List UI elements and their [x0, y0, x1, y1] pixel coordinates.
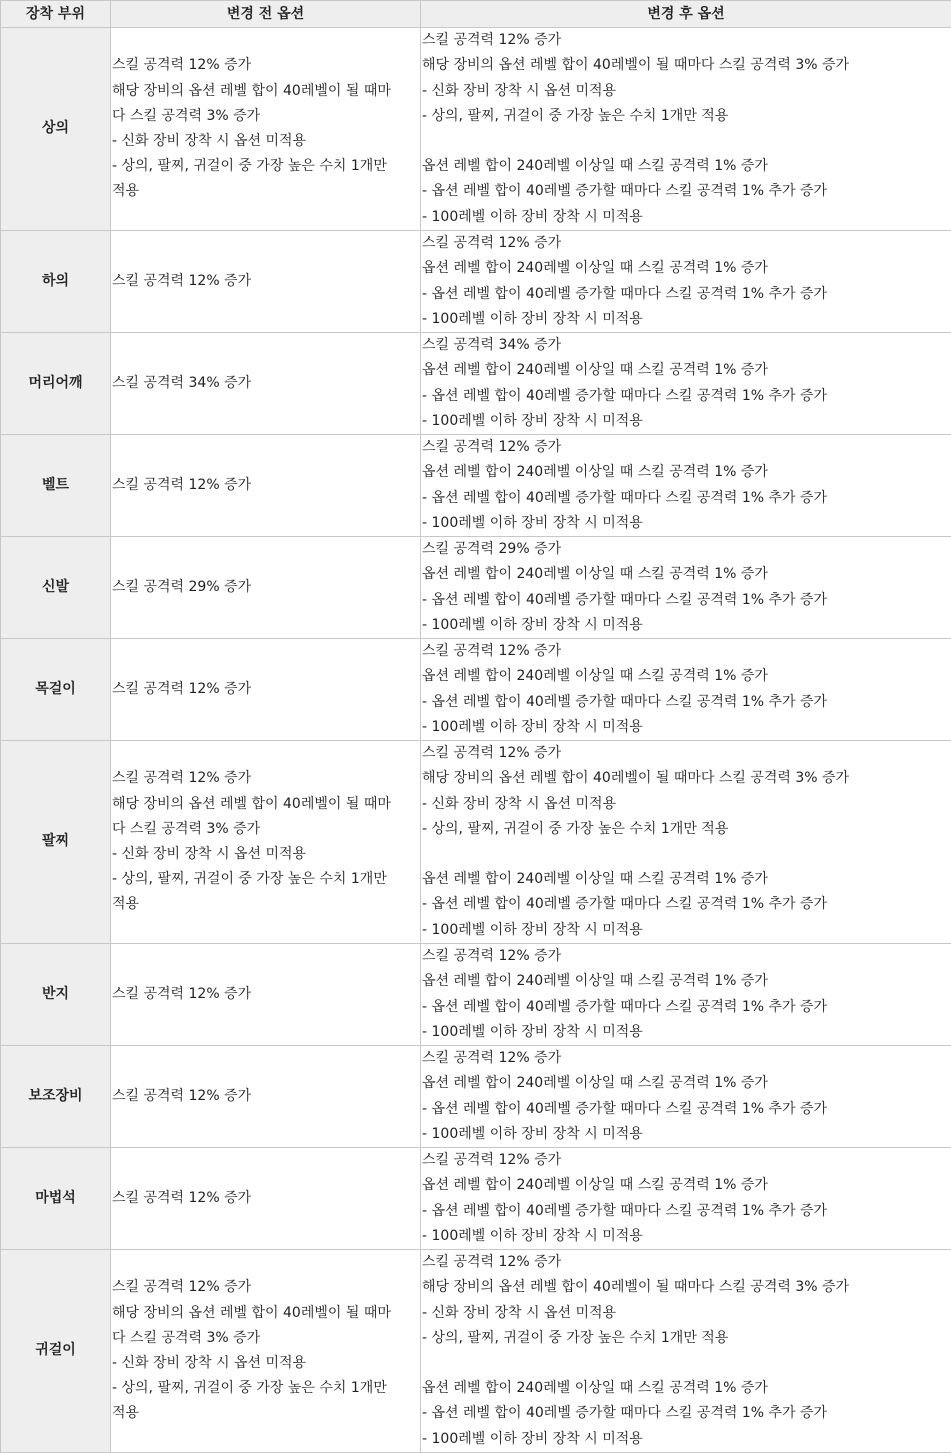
slot-name-cell: 귀걸이 — [1, 1250, 111, 1453]
option-line: - 100레벨 이하 장비 장착 시 미적용 — [422, 307, 951, 332]
option-line: - 옵션 레벨 합이 40레벨 증가할 때마다 스킬 공격력 1% 추가 증가 — [422, 384, 951, 409]
option-line: 스킬 공격력 12% 증가 — [112, 53, 420, 78]
option-line: 스킬 공격력 12% 증가 — [112, 1084, 420, 1109]
slot-name-cell: 상의 — [1, 28, 111, 231]
option-line: - 100레벨 이하 장비 장착 시 미적용 — [422, 613, 951, 638]
before-option-cell — [111, 333, 421, 435]
after-option-cell — [421, 28, 951, 231]
before-option-cell — [111, 741, 421, 944]
header-before-option: 변경 전 옵션 — [111, 1, 421, 28]
slot-name-cell: 신발 — [1, 537, 111, 639]
option-line: 스킬 공격력 12% 증가 — [422, 1148, 951, 1173]
option-line: 스킬 공격력 12% 증가 — [422, 944, 951, 969]
option-line: 적용 — [112, 179, 420, 204]
after-option-cell — [421, 639, 951, 741]
option-line: - 상의, 팔찌, 귀걸이 중 가장 높은 수치 1개만 적용 — [422, 1326, 951, 1351]
slot-name-cell: 목걸이 — [1, 639, 111, 741]
option-line: 옵션 레벨 합이 240레벨 이상일 때 스킬 공격력 1% 증가 — [422, 664, 951, 689]
option-line: 스킬 공격력 12% 증가 — [112, 473, 420, 498]
option-line: - 옵션 레벨 합이 40레벨 증가할 때마다 스킬 공격력 1% 추가 증가 — [422, 1199, 951, 1224]
option-line: - 옵션 레벨 합이 40레벨 증가할 때마다 스킬 공격력 1% 추가 증가 — [422, 282, 951, 307]
after-option-cell — [421, 1148, 951, 1250]
option-line: - 100레벨 이하 장비 장착 시 미적용 — [422, 205, 951, 230]
option-line: - 신화 장비 장착 시 옵션 미적용 — [422, 792, 951, 817]
option-line: 다 스킬 공격력 3% 증가 — [112, 1326, 420, 1351]
option-line: - 상의, 팔찌, 귀걸이 중 가장 높은 수치 1개만 적용 — [422, 817, 951, 842]
option-line: 해당 장비의 옵션 레벨 합이 40레벨이 될 때마 — [112, 792, 420, 817]
table-row — [1, 1148, 951, 1250]
before-option-cell — [111, 28, 421, 231]
option-line: - 100레벨 이하 장비 장착 시 미적용 — [422, 1427, 951, 1452]
table-body — [1, 28, 951, 1453]
table-row — [1, 1046, 951, 1148]
before-option-cell — [111, 1250, 421, 1453]
before-option-cell — [111, 435, 421, 537]
option-line: 스킬 공격력 12% 증가 — [422, 231, 951, 256]
before-option-cell — [111, 944, 421, 1046]
option-line: 옵션 레벨 합이 240레벨 이상일 때 스킬 공격력 1% 증가 — [422, 969, 951, 994]
before-option-cell — [111, 231, 421, 333]
after-option-cell — [421, 1250, 951, 1453]
option-line: - 100레벨 이하 장비 장착 시 미적용 — [422, 409, 951, 434]
option-line: 해당 장비의 옵션 레벨 합이 40레벨이 될 때마 — [112, 1301, 420, 1326]
after-option-cell — [421, 1046, 951, 1148]
option-line: 옵션 레벨 합이 240레벨 이상일 때 스킬 공격력 1% 증가 — [422, 460, 951, 485]
table-row — [1, 537, 951, 639]
option-line: 해당 장비의 옵션 레벨 합이 40레벨이 될 때마다 스킬 공격력 3% 증가 — [422, 1275, 951, 1300]
slot-name-cell: 마법석 — [1, 1148, 111, 1250]
option-line: - 상의, 팔찌, 귀걸이 중 가장 높은 수치 1개만 적용 — [422, 104, 951, 129]
option-line: 옵션 레벨 합이 240레벨 이상일 때 스킬 공격력 1% 증가 — [422, 1376, 951, 1401]
option-line: 옵션 레벨 합이 240레벨 이상일 때 스킬 공격력 1% 증가 — [422, 1173, 951, 1198]
option-line: - 100레벨 이하 장비 장착 시 미적용 — [422, 715, 951, 740]
option-line: - 옵션 레벨 합이 40레벨 증가할 때마다 스킬 공격력 1% 추가 증가 — [422, 1401, 951, 1426]
option-line — [422, 842, 951, 867]
header-slot: 장착 부위 — [1, 1, 111, 28]
option-line: 스킬 공격력 34% 증가 — [422, 333, 951, 358]
after-option-cell — [421, 231, 951, 333]
option-line: - 옵션 레벨 합이 40레벨 증가할 때마다 스킬 공격력 1% 추가 증가 — [422, 588, 951, 613]
option-line: 적용 — [112, 892, 420, 917]
option-line: 스킬 공격력 12% 증가 — [422, 741, 951, 766]
table-header — [1, 1, 951, 28]
option-line: - 옵션 레벨 합이 40레벨 증가할 때마다 스킬 공격력 1% 추가 증가 — [422, 1097, 951, 1122]
before-option-cell — [111, 537, 421, 639]
before-option-cell — [111, 1148, 421, 1250]
option-line: 스킬 공격력 12% 증가 — [422, 28, 951, 53]
option-line: - 신화 장비 장착 시 옵션 미적용 — [112, 1351, 420, 1376]
header-after-option: 변경 후 옵션 — [421, 1, 951, 28]
option-line: - 신화 장비 장착 시 옵션 미적용 — [422, 1301, 951, 1326]
option-line: 옵션 레벨 합이 240레벨 이상일 때 스킬 공격력 1% 증가 — [422, 562, 951, 587]
option-line: 스킬 공격력 12% 증가 — [112, 677, 420, 702]
option-line: 스킬 공격력 12% 증가 — [112, 269, 420, 294]
option-line: - 100레벨 이하 장비 장착 시 미적용 — [422, 511, 951, 536]
table-row — [1, 28, 951, 231]
after-option-cell — [421, 741, 951, 944]
option-line: - 옵션 레벨 합이 40레벨 증가할 때마다 스킬 공격력 1% 추가 증가 — [422, 892, 951, 917]
slot-name-cell: 반지 — [1, 944, 111, 1046]
option-line: - 100레벨 이하 장비 장착 시 미적용 — [422, 1224, 951, 1249]
option-line: 옵션 레벨 합이 240레벨 이상일 때 스킬 공격력 1% 증가 — [422, 1071, 951, 1096]
option-line: - 100레벨 이하 장비 장착 시 미적용 — [422, 1122, 951, 1147]
option-line: 스킬 공격력 12% 증가 — [112, 766, 420, 791]
option-line: 적용 — [112, 1401, 420, 1426]
option-line: 스킬 공격력 12% 증가 — [422, 435, 951, 460]
header-row — [1, 1, 951, 28]
option-line: - 100레벨 이하 장비 장착 시 미적용 — [422, 1020, 951, 1045]
slot-name-cell: 벨트 — [1, 435, 111, 537]
slot-name-cell: 머리어깨 — [1, 333, 111, 435]
before-option-cell — [111, 1046, 421, 1148]
option-line: 다 스킬 공격력 3% 증가 — [112, 817, 420, 842]
option-line: - 상의, 팔찌, 귀걸이 중 가장 높은 수치 1개만 — [112, 867, 420, 892]
option-line: - 상의, 팔찌, 귀걸이 중 가장 높은 수치 1개만 — [112, 154, 420, 179]
option-line: - 옵션 레벨 합이 40레벨 증가할 때마다 스킬 공격력 1% 추가 증가 — [422, 995, 951, 1020]
option-line: 스킬 공격력 29% 증가 — [112, 575, 420, 600]
after-option-cell — [421, 435, 951, 537]
option-line: 옵션 레벨 합이 240레벨 이상일 때 스킬 공격력 1% 증가 — [422, 154, 951, 179]
option-line: 해당 장비의 옵션 레벨 합이 40레벨이 될 때마다 스킬 공격력 3% 증가 — [422, 53, 951, 78]
option-line: - 옵션 레벨 합이 40레벨 증가할 때마다 스킬 공격력 1% 추가 증가 — [422, 486, 951, 511]
option-line: - 신화 장비 장착 시 옵션 미적용 — [112, 129, 420, 154]
option-line: 스킬 공격력 12% 증가 — [422, 1046, 951, 1071]
table-row — [1, 231, 951, 333]
option-line: 해당 장비의 옵션 레벨 합이 40레벨이 될 때마다 스킬 공격력 3% 증가 — [422, 766, 951, 791]
option-line: 스킬 공격력 34% 증가 — [112, 371, 420, 396]
option-line: 스킬 공격력 29% 증가 — [422, 537, 951, 562]
option-line: 스킬 공격력 12% 증가 — [112, 982, 420, 1007]
after-option-cell — [421, 537, 951, 639]
option-line: - 옵션 레벨 합이 40레벨 증가할 때마다 스킬 공격력 1% 추가 증가 — [422, 690, 951, 715]
slot-name-cell: 팔찌 — [1, 741, 111, 944]
option-line: 옵션 레벨 합이 240레벨 이상일 때 스킬 공격력 1% 증가 — [422, 867, 951, 892]
table-row — [1, 741, 951, 944]
option-line — [422, 1351, 951, 1376]
table-row — [1, 333, 951, 435]
table-row — [1, 435, 951, 537]
option-line: 다 스킬 공격력 3% 증가 — [112, 104, 420, 129]
option-line: 옵션 레벨 합이 240레벨 이상일 때 스킬 공격력 1% 증가 — [422, 256, 951, 281]
option-line: 스킬 공격력 12% 증가 — [112, 1186, 420, 1211]
option-line: 스킬 공격력 12% 증가 — [422, 1250, 951, 1275]
slot-name-cell: 하의 — [1, 231, 111, 333]
option-line — [422, 129, 951, 154]
table-row — [1, 944, 951, 1046]
option-line: - 신화 장비 장착 시 옵션 미적용 — [112, 842, 420, 867]
before-option-cell — [111, 639, 421, 741]
option-line: 해당 장비의 옵션 레벨 합이 40레벨이 될 때마 — [112, 79, 420, 104]
option-line: 스킬 공격력 12% 증가 — [112, 1275, 420, 1300]
option-line: - 100레벨 이하 장비 장착 시 미적용 — [422, 918, 951, 943]
option-line: - 옵션 레벨 합이 40레벨 증가할 때마다 스킬 공격력 1% 추가 증가 — [422, 179, 951, 204]
option-line: - 상의, 팔찌, 귀걸이 중 가장 높은 수치 1개만 — [112, 1376, 420, 1401]
after-option-cell — [421, 333, 951, 435]
option-line: 옵션 레벨 합이 240레벨 이상일 때 스킬 공격력 1% 증가 — [422, 358, 951, 383]
table-row — [1, 1250, 951, 1453]
after-option-cell — [421, 944, 951, 1046]
option-line: - 신화 장비 장착 시 옵션 미적용 — [422, 79, 951, 104]
table-row — [1, 639, 951, 741]
option-line: 스킬 공격력 12% 증가 — [422, 639, 951, 664]
slot-name-cell: 보조장비 — [1, 1046, 111, 1148]
